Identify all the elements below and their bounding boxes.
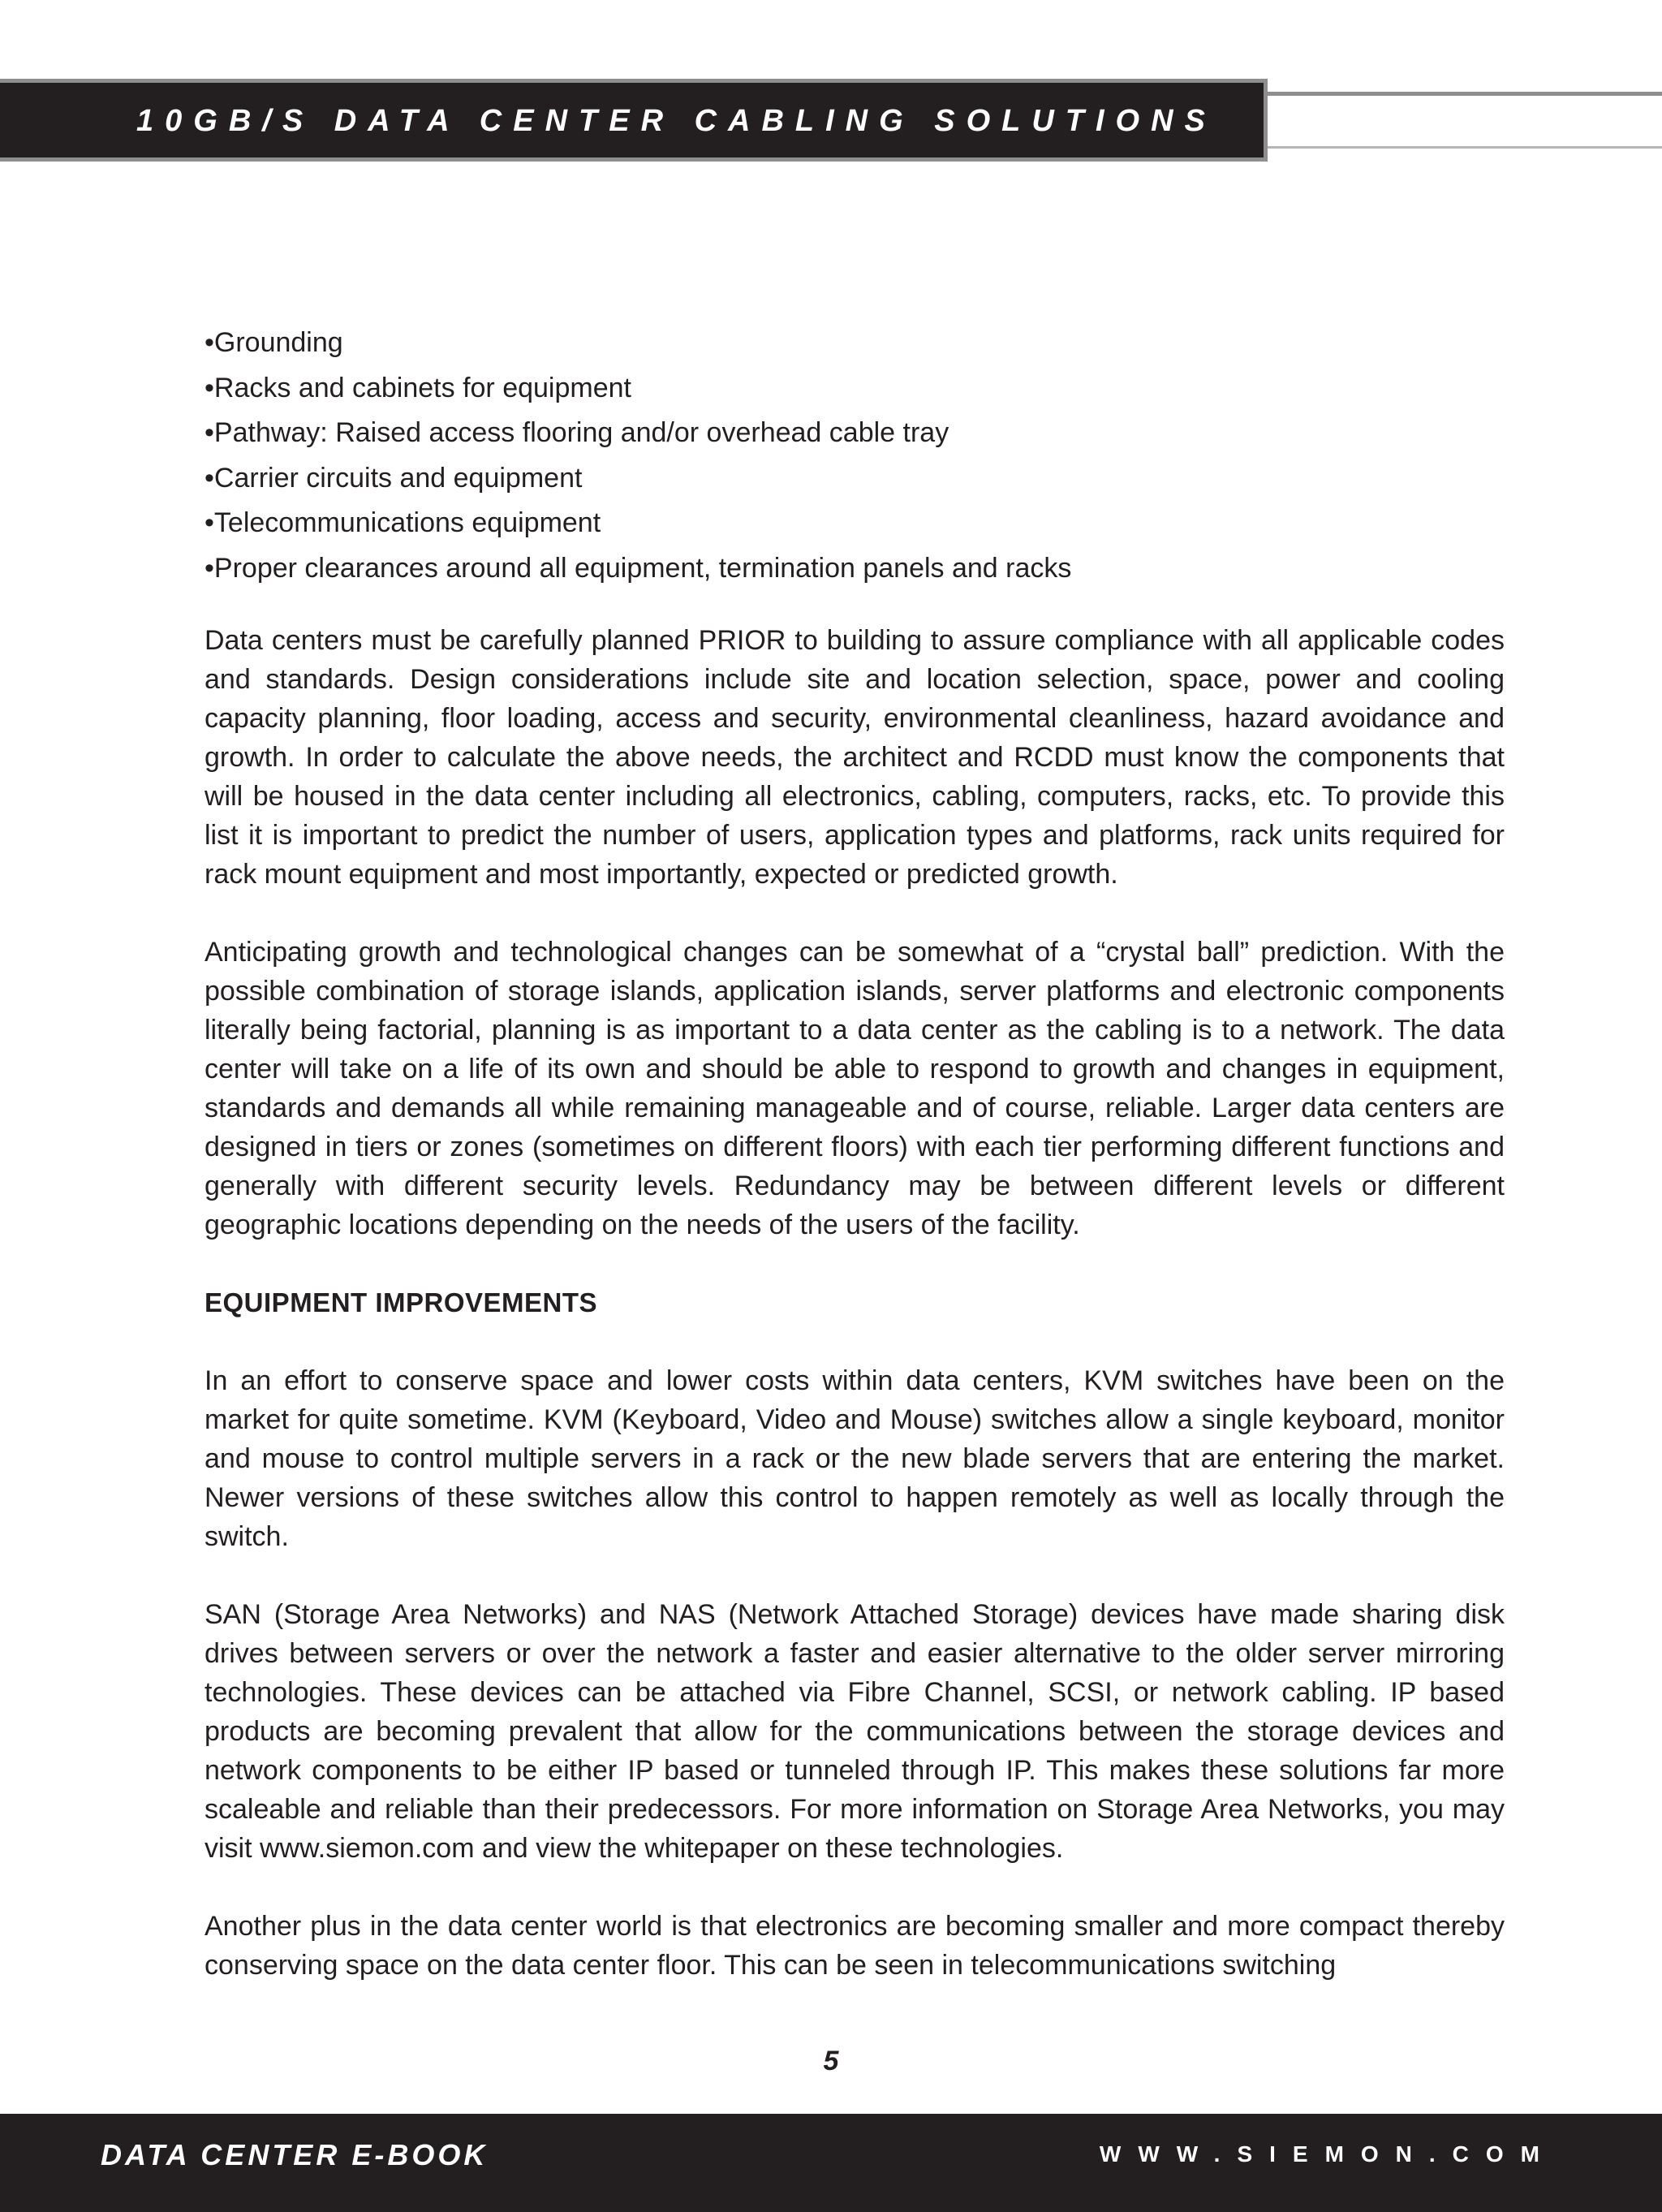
header-title: 10GB/S DATA CENTER CABLING SOLUTIONS: [136, 104, 1216, 138]
section-heading: EQUIPMENT IMPROVEMENTS: [205, 1287, 598, 1317]
bullet-list: [205, 321, 1505, 591]
page-content: [205, 321, 1505, 1985]
header-rule-bottom: [1268, 146, 1662, 149]
bullet-item: • Proper clearances around all equipment, termination panels and racks: [205, 546, 1505, 592]
bullet-item: • Pathway: Raised access flooring and/or overhead cable tray: [205, 411, 1505, 456]
paragraph-san-nas: SAN (Storage Area Networks) and NAS (Network Attached Storage) devices have made sharing disk drives between servers or over the network a faster and easier alternative to the older server mirroring technologies. These devices can be attached via Fibre Channel, SCSI, or network cabling. IP based products are becoming prevalent that allow for the communications between the storage devices and network components to be either IP based or tunneled through IP. This makes these solutions far more scaleable and reliable than their predecessors. For more information on Storage Area Networks, you may visit www.siemon.com and view the whitepaper on these technologies.: [205, 1599, 1505, 1864]
bullet-item: • Grounding: [205, 321, 1505, 366]
header-rule: [1268, 92, 1662, 96]
paragraph-planning: Data centers must be carefully planned PRIOR to building to assure compliance with all applicable codes and standards. Design considerations include site and location selection, space, power and cooling capacity planning, floor loading, access and security, environmental cleanliness, hazard avoidance and growth. In order to calculate the above needs, the architect and RCDD must know the components that will be housed in the data center including all electronics, cabling, computers, racks, etc. To provide this list it is important to predict the number of users, application types and platforms, rack units required for rack mount equipment and most importantly, expected or predicted growth.: [205, 625, 1505, 890]
footer-website: WWW.SIEMON.COM: [1099, 2141, 1557, 2167]
page-number: 5: [823, 2046, 839, 2076]
bullet-item: • Carrier circuits and equipment: [205, 456, 1505, 502]
paragraph-electronics: Another plus in the data center world is that electronics are becoming smaller and more compact thereby conserving space on the data center floor. This can be seen in telecommunications switching: [205, 1911, 1505, 1981]
paragraph-growth: Anticipating growth and technological changes can be somewhat of a “crystal ball” prediction. With the possible combination of storage islands, application islands, server platforms and electronic components literally being factorial, planning is as important to a data center as the cabling is to a network. The data center will take on a life of its own and should be able to respond to growth and changes in equipment, standards and demands all while remaining manageable and of course, reliable. Larger data centers are designed in tiers or zones (sometimes on different floors) with each tier performing different functions and generally with different security levels. Redundancy may be between different levels or different geographic locations depending on the needs of the users of the facility.: [205, 937, 1505, 1240]
bullet-item: • Racks and cabinets for equipment: [205, 366, 1505, 412]
bullet-item: • Telecommunications equipment: [205, 501, 1505, 546]
footer-title: DATA CENTER E-BOOK: [101, 2138, 489, 2171]
paragraph-kvm: In an effort to conserve space and lower costs within data centers, KVM switches have been on the market for quite sometime. KVM (Keyboard, Video and Mouse) switches allow a single keyboard, monitor and mouse to control multiple servers in a rack or the new blade servers that are entering the market. Newer versions of these switches allow this control to happen remotely as well as locally through the switch.: [205, 1365, 1505, 1552]
